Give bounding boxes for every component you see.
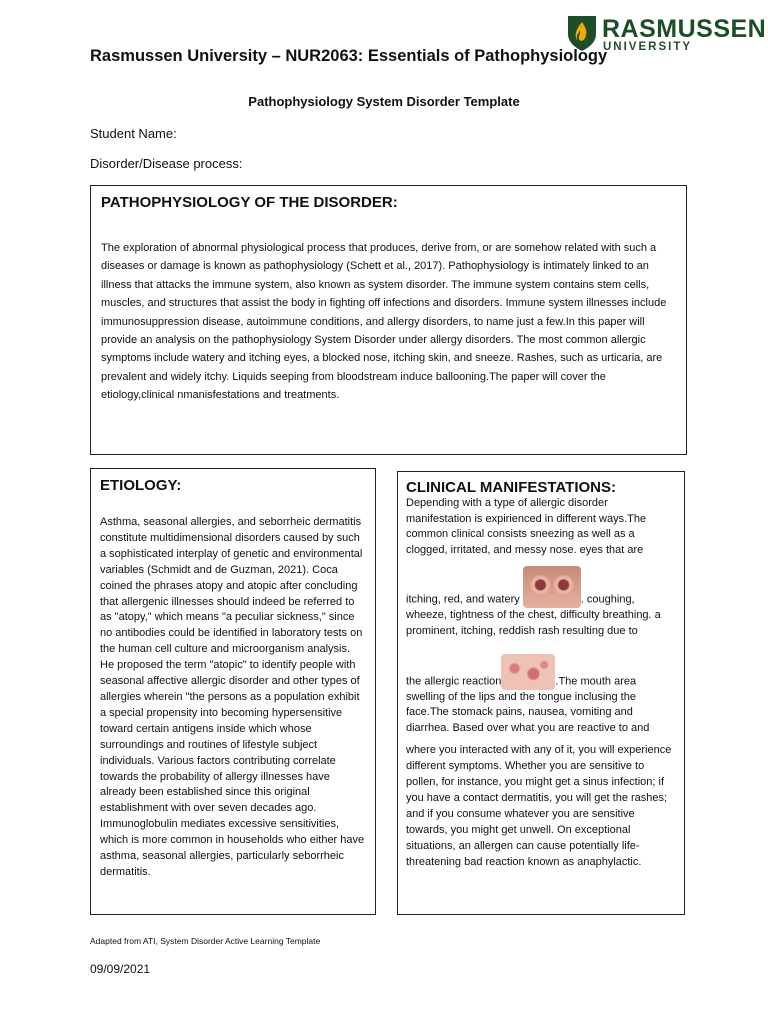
logo-subtitle: UNIVERSITY — [603, 41, 693, 53]
template-title: Pathophysiology System Disorder Template — [248, 94, 520, 109]
clinical-text-2a: itching, red, and watery — [406, 593, 520, 606]
clinical-text-3 — [406, 654, 676, 737]
watery-eyes-image — [523, 566, 581, 608]
document-title: Rasmussen University – NUR2063: Essentials of Pathophysiology — [90, 47, 608, 65]
document-date: 09/09/2021 — [90, 962, 151, 976]
etiology-section — [90, 468, 376, 915]
rash-image — [501, 654, 555, 690]
pathophysiology-section — [90, 185, 687, 455]
clinical-manifestations-section — [397, 471, 685, 915]
clinical-text-4: where you interacted with any of it, you will experience different symptoms. Whether you are sensitive to pollen, for instance, you might get a sinus infection; if you have a contact dermatitis, you will get the rashes; and if you consume whatever you are sensitive towards, you might get unwell. On exceptional situations, an allergen can cause potentially life-threatening bad reaction known as anaphylactic. — [406, 744, 672, 868]
student-name-label: Student Name: — [90, 126, 177, 141]
source-note: Adapted from ATI, System Disorder Active Learning Template — [90, 936, 321, 946]
pathophysiology-heading: PATHOPHYSIOLOGY OF THE DISORDER: — [101, 194, 398, 211]
etiology-body: Asthma, seasonal allergies, and seborrheic dermatitis constitute multidimensional disorders caused by such a sophisticated interplay of genetic and environmental variables (Schmidt and de Guzman, 2021). Coca coined the phrases atopy and atopic after concluding that allergenic illnesses should indeed be referred to as "atopy," which means "a peculiar sickness," since no antibodies could be identified in laboratory tests on the human cell culture and microorganism analysis. He proposed the term "atopic" to identify people with seasonal affective allergic disorder and other types of allergies wherein "the persons as a population exhibit a special propensity into becoming hypersensitive toward certain antigens inside which whose surroundings and routines of lifestyle subject individuals. Various factors contributing correlate towards the probability of allergy illnesses have already been established since this original establishment with over seven decades ago. Immunoglobulin mediates excessive sensitivities, which is more common in households who either have asthma, seasonal allergies, particularly seborrheic dermatitis. — [100, 516, 365, 878]
clinical-heading: CLINICAL MANIFESTATIONS: — [406, 479, 616, 496]
logo-name: RASMUSSEN — [602, 15, 767, 43]
clinical-text-3b: .The mouth area swelling of the lips and the tongue inclusing the face.The stomack pains, nausea, vomiting and diarrhea. Based over what you are reactive to and — [406, 674, 650, 734]
etiology-heading: ETIOLOGY: — [100, 477, 182, 494]
disorder-label: Disorder/Disease process: — [90, 156, 243, 171]
clinical-text-3a: the allergic reaction — [406, 674, 502, 687]
clinical-text-2b: . coughing, wheeze, tightness of the chest, difficulty breathing. a prominent, itching, reddish rash resulting due to — [406, 593, 661, 637]
clinical-text-1: Depending with a type of allergic disorder manifestation is expirienced in different ways.The common clinical consists sneezing as well as a clogged, irritated, and messy nose. eyes that are — [406, 497, 647, 556]
clinical-text-2 — [406, 566, 676, 639]
pathophysiology-body: The exploration of abnormal physiological process that produces, derive from, or are somehow related with such a diseases or damage is known as pathophysiology (Schett et al., 2017). Pathophysiology is intimately linked to an illness that attacks the immune system, also known as system disorder. The immune system contains stem cells, muscles, and structures that assist the body in fighting off infections and disorders. Immune system illnesses include immunosuppression disease, autoimmune conditions, and allergy disorders, to name just a few.In this paper will provide an analysis on the pathophysiology System Disorder under allergy disorders. The most common allergic symptoms include watery and itching eyes, a blocked nose, itching skin, and sneeze. Rashes, such as urticaria, are prevalent and widely itchy. Liquids seeping from bloodstream induce ballooning.The paper will cover the etiology,clinical nmanisfestations and treatments. — [101, 242, 667, 402]
